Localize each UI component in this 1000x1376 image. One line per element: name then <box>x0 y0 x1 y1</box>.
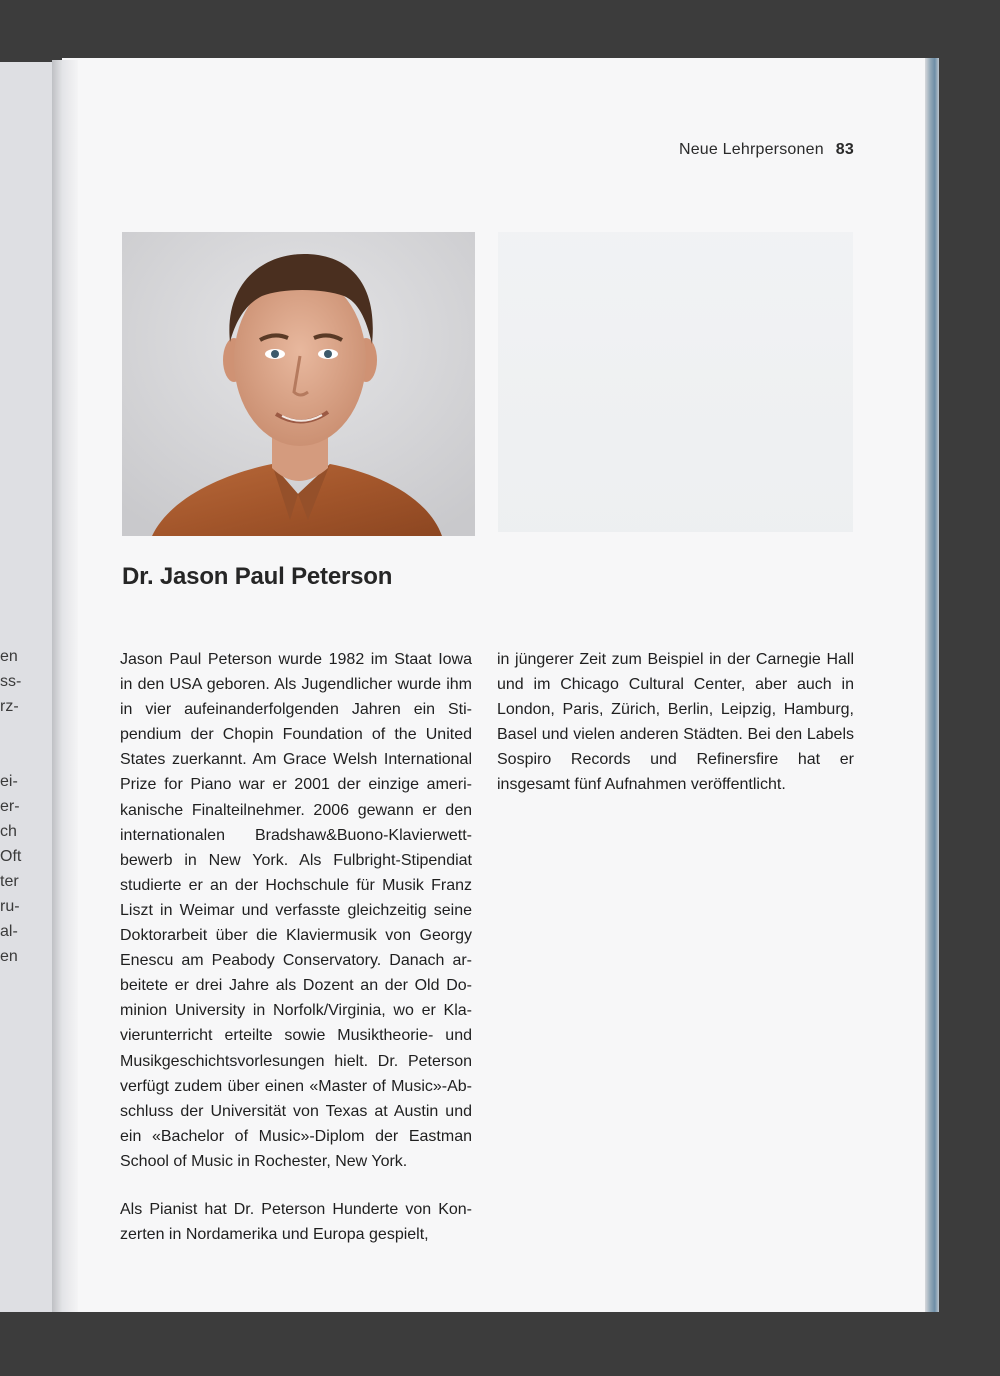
biography-paragraph: Als Pianist hat Dr. Peterson Hunderte von Konzerten in Nordamerika und Europa gespielt, <box>120 1200 472 1244</box>
book-gutter <box>52 60 78 1312</box>
biography-paragraph: Jason Paul Peterson wurde 1982 im Staat Iowa in den USA geboren. Als Jugendlicher wurde ihm in vier aufeinanderfolgenden Jahren ein Stipendium der Chopin Foundation of the United States zuerkannt. Am Grace Welsh International Prize for Piano war er 2001 der einzige amerikanische Finalteilnehmer. 2006 gewann er den internationalen Bradshaw&Buono-Klavierwettbewerb in New York. Als Fulbright-Stipendiat studierte er an der Hochschule für Musik Franz Liszt in Weimar und verfasste gleichzeitig seine Doktorarbeit über die Klaviermusik von Georgy Enescu am Peabody Conservatory. Danach arbeitete er drei Jahre als Dozent an der Old Dominion University in Norfolk/Virginia, wo er Klavierunterricht erteilte sowie Musiktheorie- und Musikgeschichtsvorlesungen hielt. Dr. Peterson verfügt zudem über einen «Master of Music»-Abschluss der Universität von Texas at Austin und ein «Bachelor of Music»-Diplom der Eastman School of Music in Rochester, New York. <box>120 651 472 1170</box>
previous-page-fragment: ter <box>0 873 19 890</box>
previous-page-fragment: rz- <box>0 698 19 715</box>
section-title: Neue Lehrpersonen <box>678 141 824 158</box>
biography-paragraph: in jüngerer Zeit zum Beispiel in der Carnegie Hall und im Chicago Cultural Center, aber auch in London, Paris, Zürich, Berlin, Leipzig, Hamburg, Basel und vielen anderen Städten. Bei den Labels Sospiro Records und Refinersfire hat er insgesamt fünf Aufnahmen veröffentlicht. <box>497 651 854 794</box>
portrait-photo-icon <box>122 232 475 536</box>
page-number: 83 <box>835 141 854 158</box>
text-column-left <box>120 647 472 1247</box>
previous-page-fragment: ch <box>0 823 17 840</box>
previous-page-fragment: Oft <box>0 848 22 865</box>
previous-page-fragment: er- <box>0 798 20 815</box>
text-column-right <box>497 647 854 798</box>
previous-page-fragment: al- <box>0 923 18 940</box>
previous-page-fragment: ru- <box>0 898 20 915</box>
portrait-photo <box>122 232 475 536</box>
previous-page-fragment: ei- <box>0 773 18 790</box>
previous-page-fragment: en <box>0 948 18 965</box>
person-name-heading: Dr. Jason Paul Peterson <box>122 563 393 590</box>
previous-page-fragment: ss- <box>0 673 22 690</box>
running-head <box>679 141 854 159</box>
page-edge <box>925 58 939 1312</box>
faint-show-through-image <box>498 232 853 532</box>
previous-page-fragment: en <box>0 648 18 665</box>
